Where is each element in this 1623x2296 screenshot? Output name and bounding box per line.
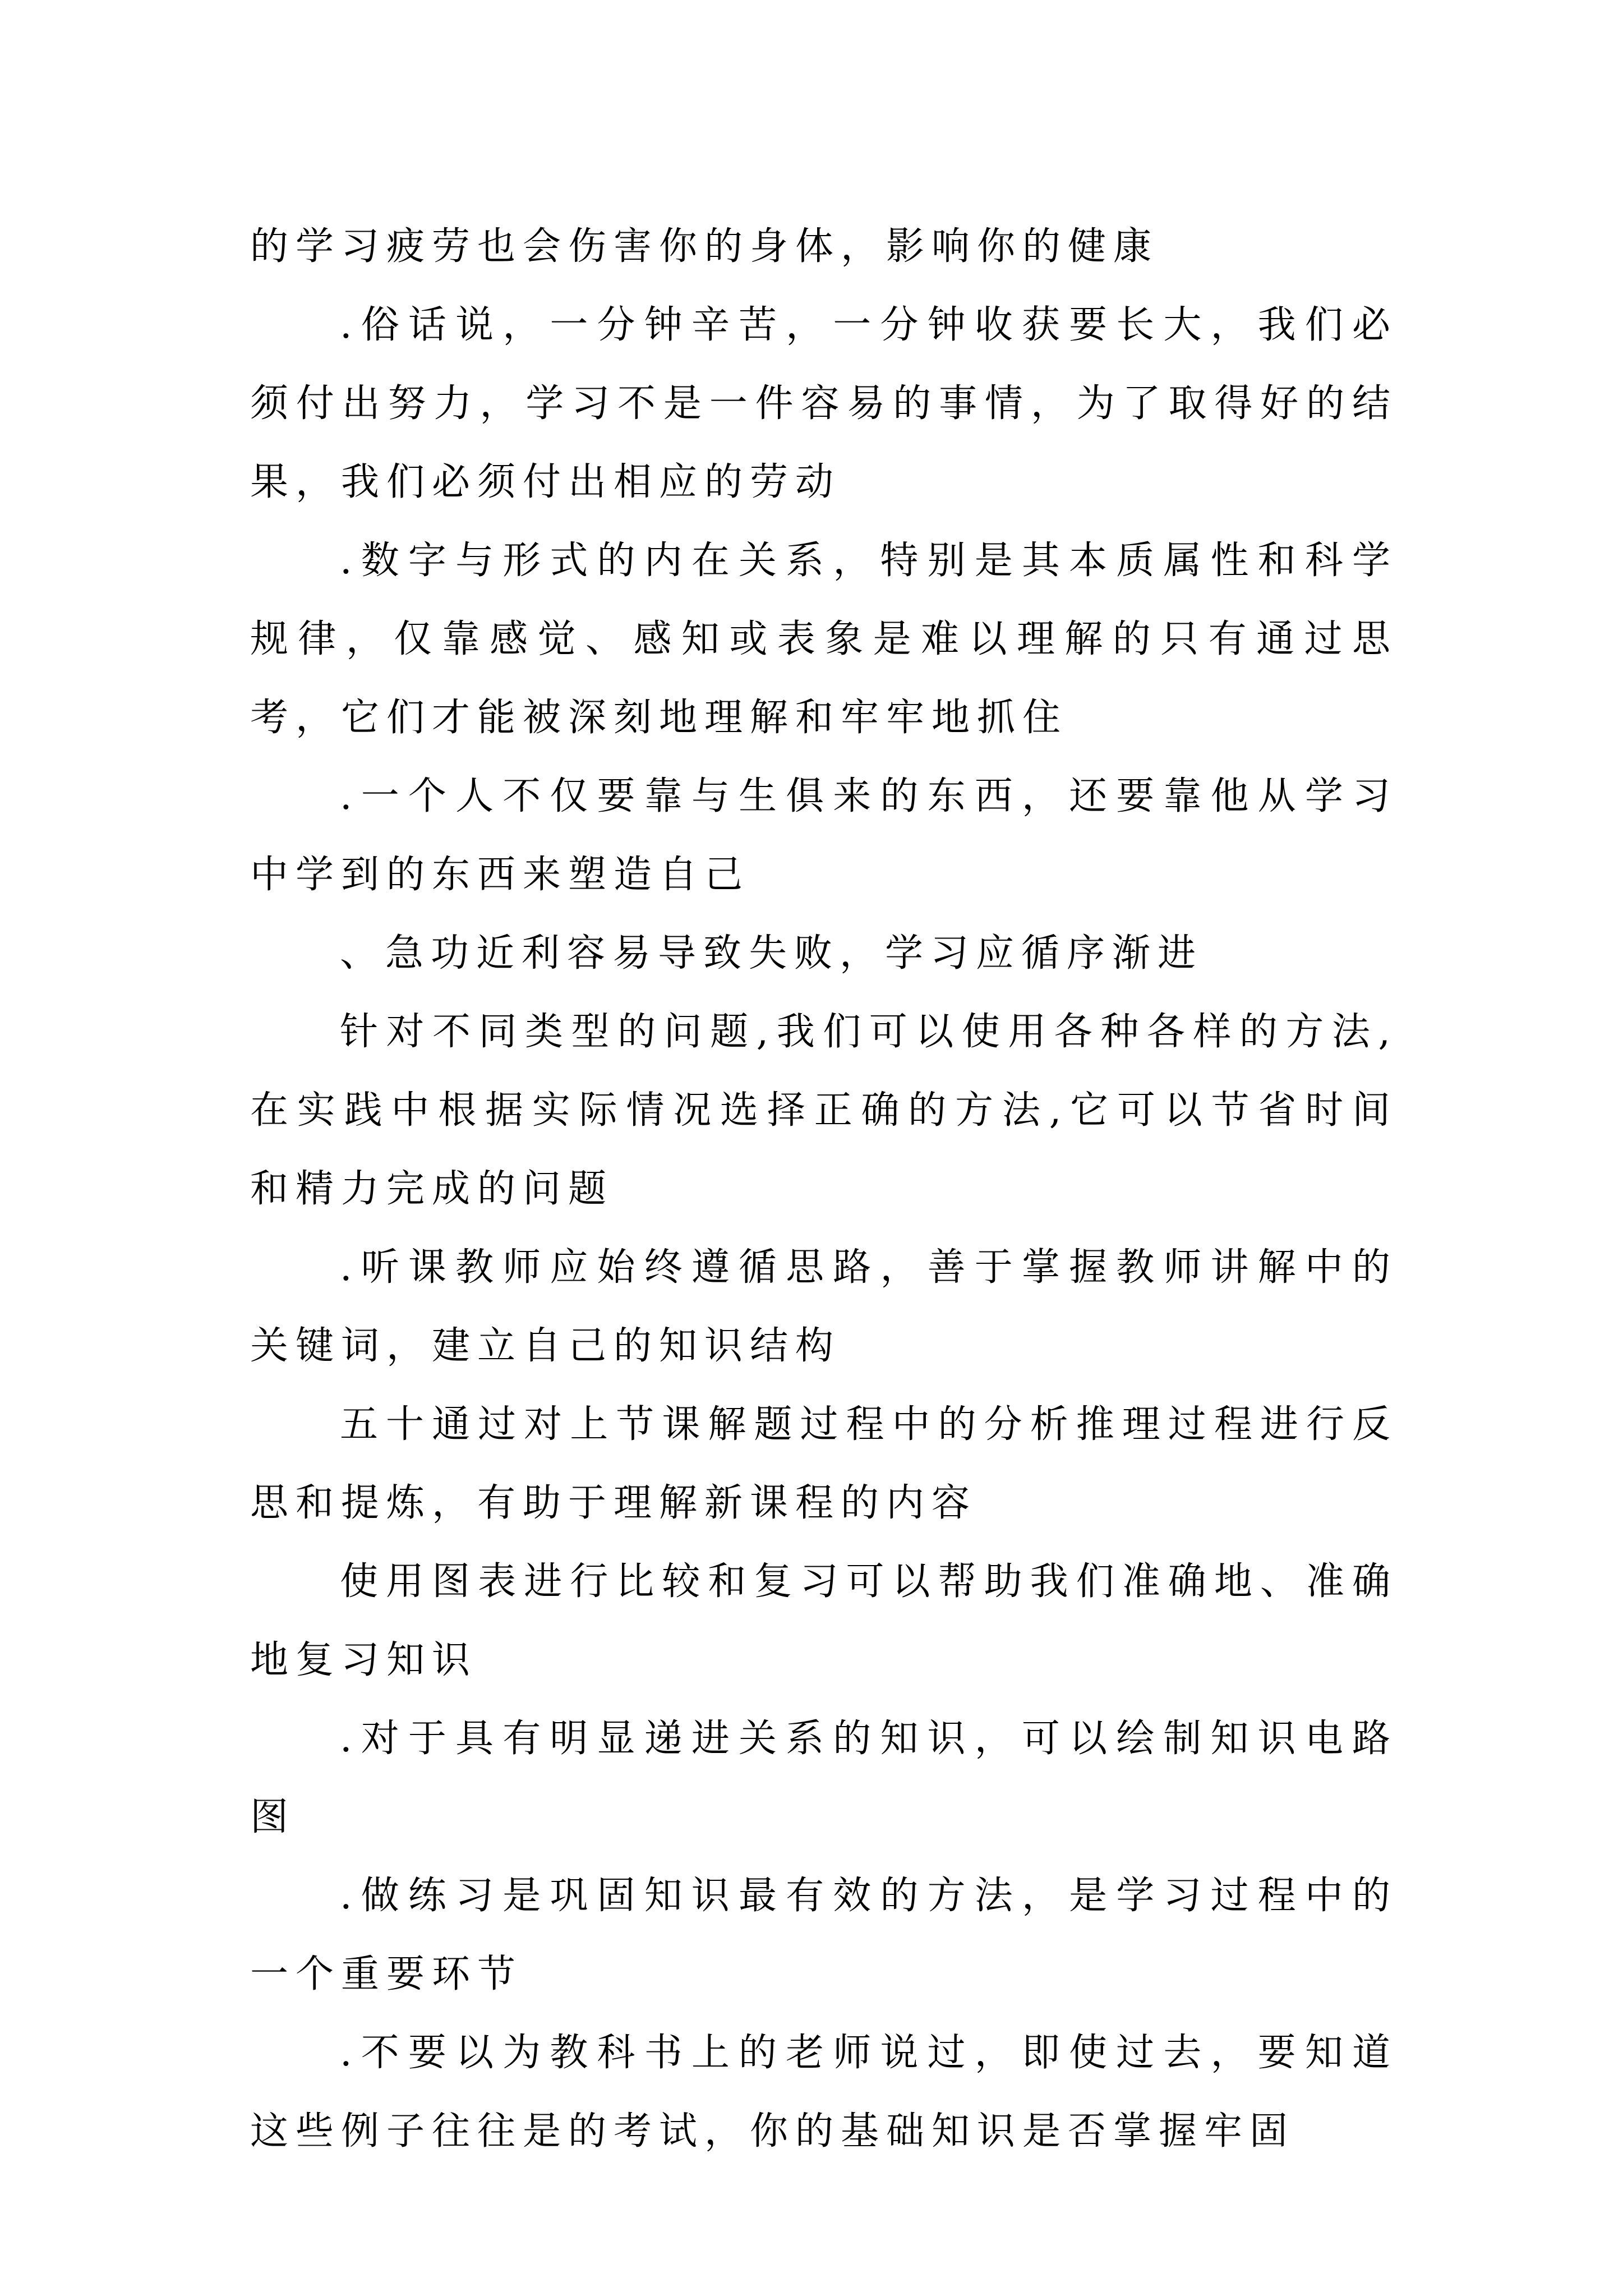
paragraph-4: .一个人不仅要靠与生俱来的东西，还要靠他从学习中学到的东西来塑造自己	[250, 774, 1398, 897]
paragraph-7: .听课教师应始终遵循思路，善于掌握教师讲解中的关键词，建立自己的知识结构	[250, 1245, 1398, 1368]
paragraph-3: .数字与形式的内在关系，特别是其本质属性和科学规律，仅靠感觉、感知或表象是难以理解的只有通过思考，它们才能被深刻地理解和牢牢地抓住	[250, 539, 1398, 740]
paragraph-6: 针对不同类型的问题,我们可以使用各种各样的方法,在实践中根据实际情况选择正确的方法,它可以节省时间和精力完成的问题	[250, 1010, 1398, 1211]
paragraph-8: 五十通过对上节课解题过程中的分析推理过程进行反思和提炼，有助于理解新课程的内容	[250, 1402, 1398, 1525]
paragraph-5: 、急功近利容易导致失败，学习应循序渐进	[340, 931, 1204, 976]
paragraph-1: 的学习疲劳也会伤害你的身体，影响你的健康	[250, 224, 1159, 269]
paragraph-10: .对于具有明显递进关系的知识，可以绘制知识电路图	[250, 1717, 1398, 1839]
document-body	[250, 208, 1398, 2171]
paragraph-2: .俗话说，一分钟辛苦，一分钟收获要长大，我们必须付出努力，学习不是一件容易的事情，为了取得好的结果，我们必须付出相应的劳动	[250, 303, 1398, 504]
paragraph-9: 使用图表进行比较和复习可以帮助我们准确地、准确地复习知识	[250, 1559, 1398, 1682]
paragraph-12: .不要以为教科书上的老师说过，即使过去，要知道这些例子往往是的考试，你的基础知识是否掌握牢固	[250, 2031, 1398, 2154]
paragraph-11: .做练习是巩固知识最有效的方法，是学习过程中的一个重要环节	[250, 1874, 1398, 1996]
